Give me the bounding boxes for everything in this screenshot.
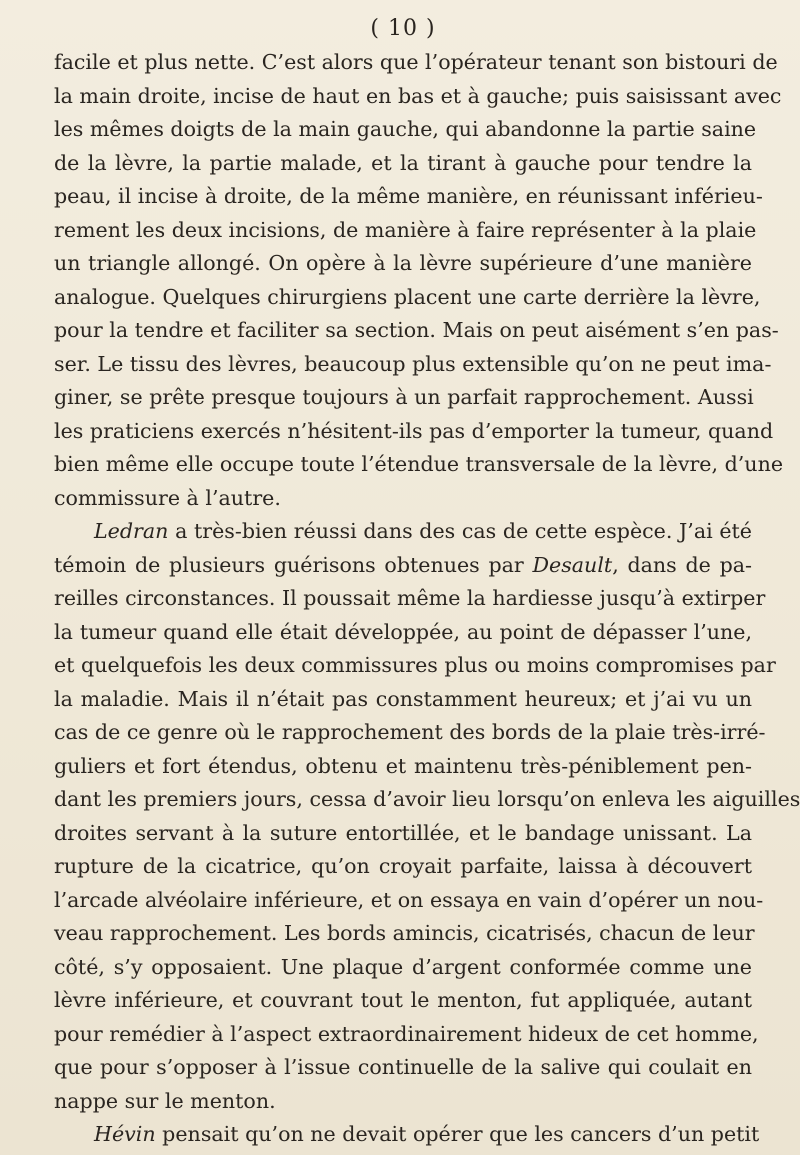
text-segment: bien même elle occupe toute l’étendue transversale de la lèvre, d’une xyxy=(54,452,784,476)
text-line xyxy=(54,515,752,549)
text-segment: les mêmes doigts de la main gauche, qui abandonne la partie saine xyxy=(54,117,757,141)
text-line xyxy=(54,1118,760,1152)
text-segment: la tumeur quand elle était développée, au point de dépasser l’une, xyxy=(54,619,752,644)
text-line xyxy=(54,147,752,181)
text-line xyxy=(54,281,761,315)
text-segment: guliers et fort étendus, obtenu et maintenu très-péniblement pen- xyxy=(54,753,752,778)
text-segment: , dans de pa- xyxy=(612,552,752,577)
text-segment: commissure à l’autre. xyxy=(54,485,281,510)
text-line xyxy=(54,214,757,248)
text-line xyxy=(54,80,782,114)
text-line xyxy=(54,180,763,214)
text-line xyxy=(54,381,752,415)
text-line xyxy=(54,817,752,851)
text-segment: un triangle allongé. On opère à la lèvre supérieure d’une manière xyxy=(54,251,752,275)
text-line xyxy=(54,884,764,918)
text-line xyxy=(54,683,752,717)
text-segment: facile et plus nette. C’est alors que l’opérateur tenant son bistouri de xyxy=(54,50,778,74)
text-segment: que pour s’opposer à l’issue continuelle de la salive qui coulait en xyxy=(54,1055,752,1079)
text-segment: rement les deux incisions, de manière à faire représenter à la plaie xyxy=(54,217,757,242)
text-line xyxy=(54,984,752,1018)
text-segment: de la lèvre, la partie malade, et la tirant à gauche pour tendre la xyxy=(54,150,752,175)
text-line xyxy=(54,1018,759,1052)
text-segment: lèvre inférieure, et couvrant tout le menton, fut appliquée, autant xyxy=(54,988,752,1012)
text-segment: l’arcade alvéolaire inférieure, et on essaya en vain d’opérer un nou- xyxy=(54,887,764,912)
author-name: Desault xyxy=(532,552,613,577)
text-segment: la maladie. Mais il n’était pas constamment heureux; et j’ai vu un xyxy=(54,686,752,711)
text-segment: nappe sur le menton. xyxy=(54,1088,276,1113)
text-line xyxy=(54,850,752,884)
text-line xyxy=(54,348,772,382)
text-line xyxy=(54,917,755,951)
text-segment: rupture de la cicatrice, qu’on croyait parfaite, laissa à découvert xyxy=(54,854,752,878)
text-segment: analogue. Quelques chirurgiens placent une carte derrière la lèvre, xyxy=(54,284,761,309)
text-line xyxy=(54,783,800,817)
text-line xyxy=(54,113,757,147)
text-segment: témoin de plusieurs guérisons obtenues par xyxy=(54,552,533,577)
text-segment: giner, se prête presque toujours à un parfait rapprochement. Aussi xyxy=(54,385,754,409)
text-line xyxy=(54,951,752,985)
text-line xyxy=(54,1051,752,1085)
text-segment: pour remédier à l’aspect extraordinairement hideux de cet homme, xyxy=(54,1021,759,1046)
text-line xyxy=(54,1085,752,1119)
author-name: Hévin xyxy=(94,1122,156,1146)
text-line xyxy=(54,582,766,616)
text-line xyxy=(54,448,784,482)
text-segment: ser. Le tissu des lèvres, beaucoup plus extensible qu’on ne peut ima- xyxy=(54,351,772,376)
text-segment: reilles circonstances. Il poussait même la hardiesse jusqu’à extirper xyxy=(54,586,766,610)
text-segment: a très-bien réussi dans des cas de cette espèce. J’ai été xyxy=(168,519,752,543)
text-segment: cas de ce genre où le rapprochement des bords de la plaie très-irré- xyxy=(54,720,766,744)
text-line xyxy=(54,314,779,348)
text-line xyxy=(54,649,776,683)
text-segment: dant les premiers jours, cessa d’avoir lieu lorsqu’on enleva les aiguilles xyxy=(54,787,800,811)
page-number: ( 10 ) xyxy=(370,16,436,41)
text-segment: droites servant à la suture entortillée, et le bandage unissant. La xyxy=(54,820,752,845)
text-line xyxy=(54,716,766,750)
text-line xyxy=(54,549,752,583)
text-segment: côté, s’y opposaient. Une plaque d’argent conformée comme une xyxy=(54,954,752,979)
text-segment: veau rapprochement. Les bords amincis, cicatrisés, chacun de leur xyxy=(54,921,755,945)
text-segment: pensait qu’on ne devait opérer que les cancers d’un petit xyxy=(155,1122,760,1146)
text-line xyxy=(54,247,752,281)
text-line xyxy=(54,415,774,449)
text-line xyxy=(54,616,752,650)
text-segment: pour la tendre et faciliter sa section. Mais on peut aisément s’en pas- xyxy=(54,318,779,342)
text-line xyxy=(54,46,778,80)
body-text xyxy=(54,46,800,1152)
text-segment: et quelquefois les deux commissures plus ou moins compromises par xyxy=(54,653,776,677)
text-segment: la main droite, incise de haut en bas et à gauche; puis saisissant avec xyxy=(54,83,782,108)
text-line xyxy=(54,750,752,784)
text-segment: peau, il incise à droite, de la même manière, en réunissant inférieu- xyxy=(54,184,763,208)
text-line xyxy=(54,482,752,516)
text-segment: les praticiens exercés n’hésitent-ils pas d’emporter la tumeur, quand xyxy=(54,418,774,443)
author-name: Ledran xyxy=(94,519,169,543)
